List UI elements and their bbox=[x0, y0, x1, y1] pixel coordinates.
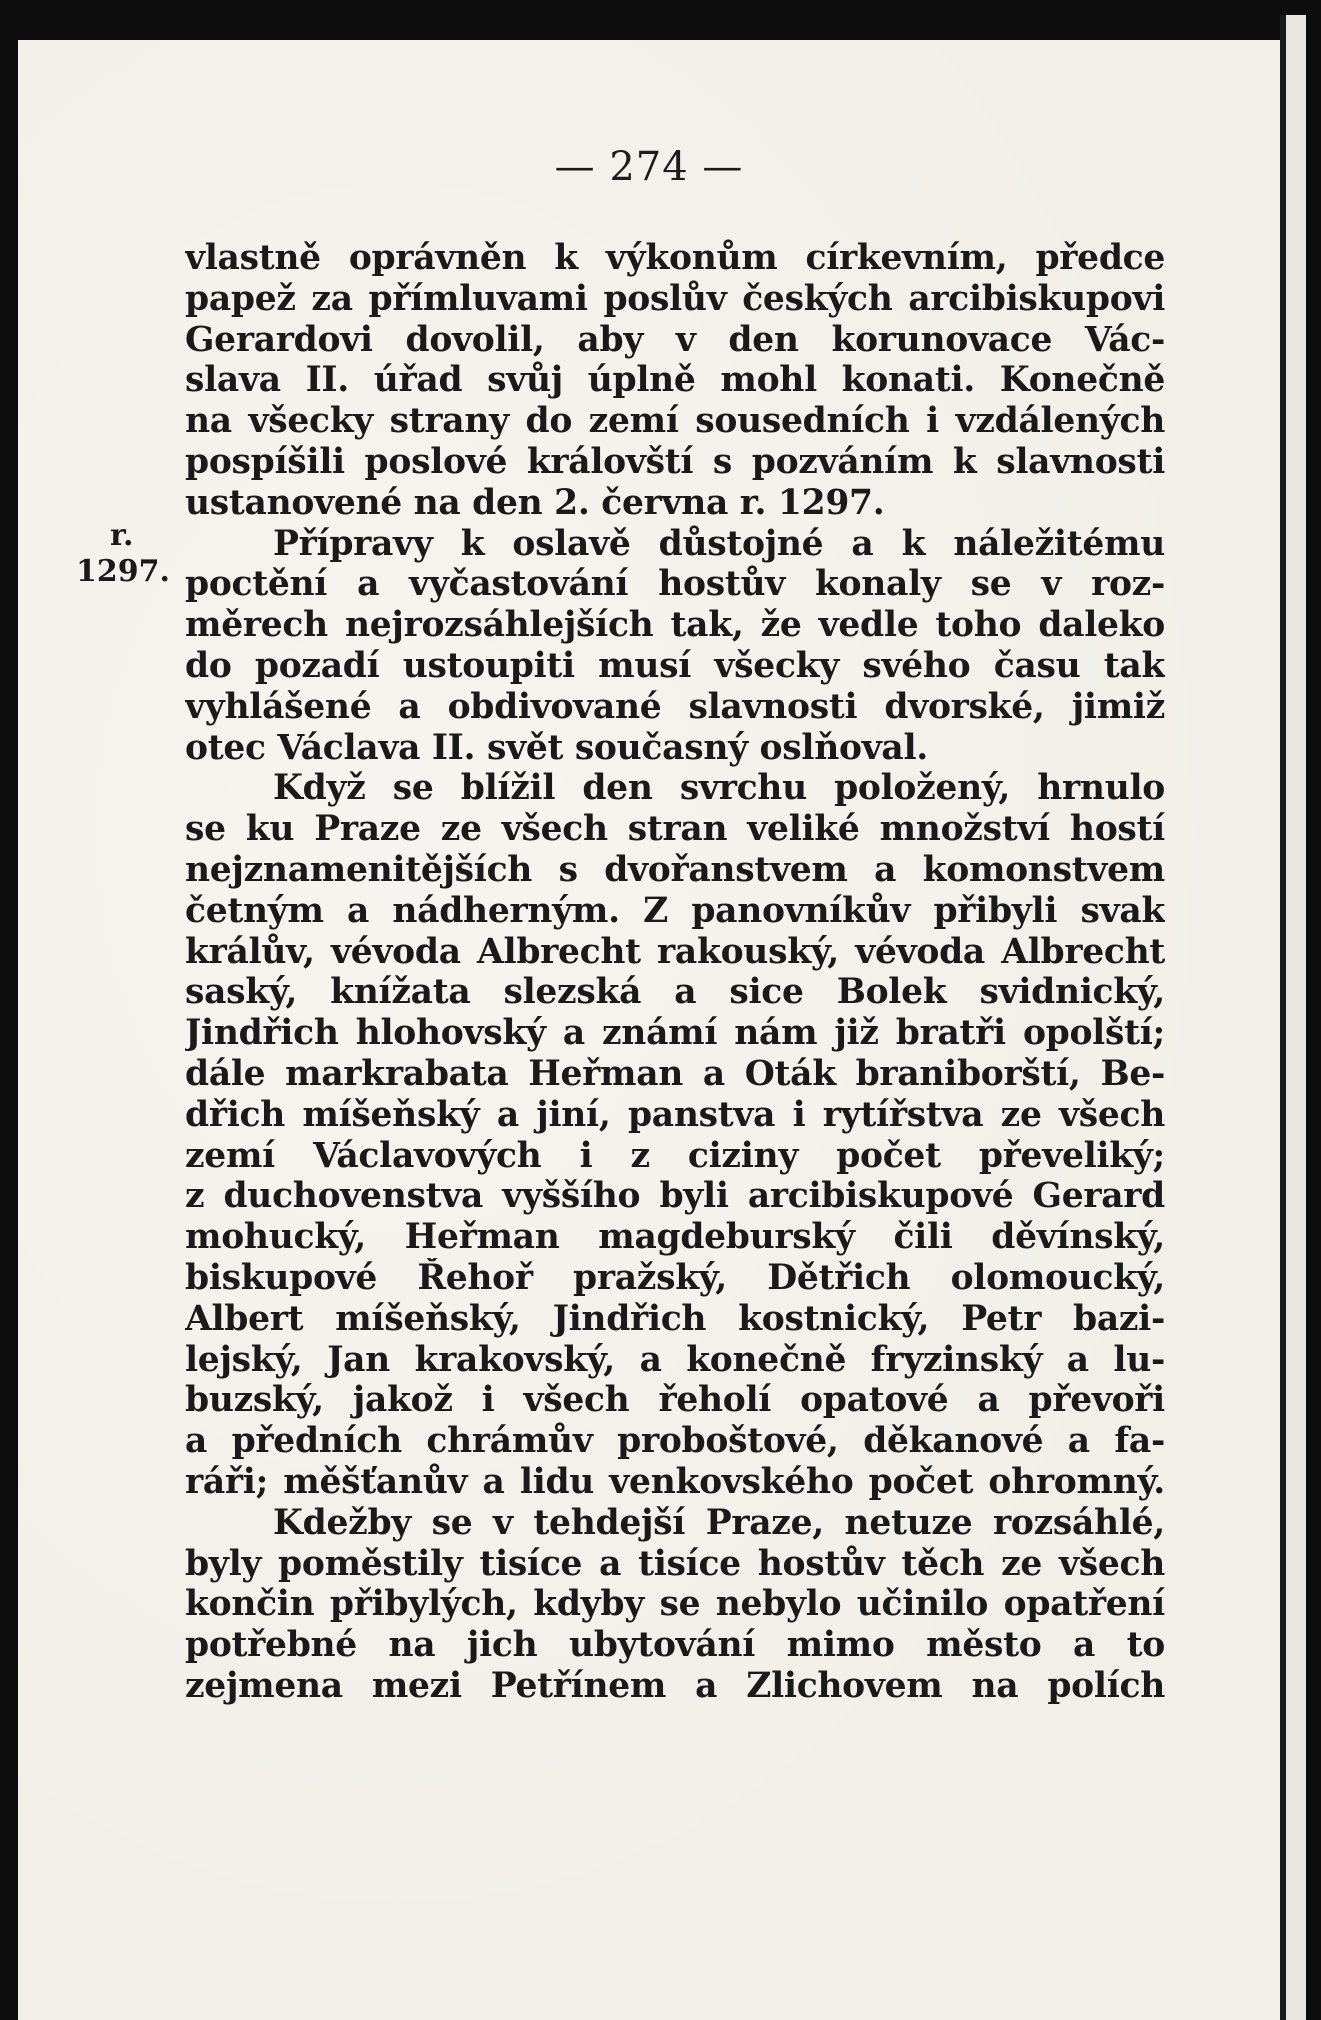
text-line: a předních chrámův proboštové, děkanové a fa- bbox=[185, 1421, 1165, 1462]
text-line: vlastně oprávněn k výkonům církevním, předce bbox=[185, 238, 1165, 278]
book-page bbox=[18, 40, 1280, 2020]
text-line: saský, knížata slezská a sice Bolek svidnický, bbox=[185, 972, 1165, 1013]
text-line: poctění a vyčastování hostův konaly se v roz- bbox=[185, 564, 1165, 605]
text-line: vyhlášené a obdivované slavnosti dvorské, jimiž bbox=[185, 686, 1165, 727]
text-line: Když se blížil den svrchu položený, hrnulo bbox=[273, 768, 1165, 809]
text-line: Gerardovi dovolil, aby v den korunovace Vác- bbox=[185, 319, 1165, 360]
text-line: četným a nádherným. Z panovníkův přibyli svak bbox=[185, 890, 1165, 931]
text-line: Kdežby se v tehdejší Praze, netuze rozsáhlé, bbox=[273, 1502, 1165, 1543]
text-line: do pozadí ustoupiti musí všecky svého času tak bbox=[185, 645, 1165, 686]
text-line: ráři; měšťanův a lidu venkovského počet ohromný. bbox=[185, 1461, 1165, 1502]
text-line: králův, vévoda Albrecht rakouský, vévoda Albrecht bbox=[185, 931, 1165, 972]
text-line: zemí Václavových i z ciziny počet převeliký; bbox=[185, 1135, 1165, 1176]
text-line: lejský, Jan krakovský, a konečně fryzinský a lu- bbox=[185, 1339, 1165, 1380]
text-line: zejmena mezi Petřínem a Zlichovem na polích bbox=[185, 1665, 1165, 1706]
text-line: buzský, jakož i všech řeholí opatové a převoři bbox=[185, 1380, 1165, 1421]
text-line: papež za přímluvami poslův českých arcibiskupovi bbox=[185, 278, 1165, 319]
text-line: Albert míšeňský, Jindřich kostnický, Petr bazi- bbox=[185, 1298, 1165, 1339]
text-line: slava II. úřad svůj úplně mohl konati. Konečně bbox=[185, 360, 1165, 401]
text-line: končin přibylých, kdyby se nebylo učinilo opatření bbox=[185, 1584, 1165, 1625]
text-line: Přípravy k oslavě důstojné a k náležitému bbox=[273, 523, 1165, 564]
text-line: otec Václava II. svět současný oslňoval. bbox=[185, 727, 929, 768]
text-line: Jindřich hlohovský a známí nám již bratři opolští; bbox=[185, 1013, 1165, 1054]
text-line: se ku Praze ze všech stran veliké množství hostí bbox=[185, 809, 1165, 850]
page-edge bbox=[1280, 15, 1306, 2020]
body-text bbox=[185, 238, 1165, 1707]
text-line: na všecky strany do zemí sousedních i vzdálených bbox=[185, 401, 1165, 442]
text-line: biskupové Řehoř pražský, Dětřich olomoucký, bbox=[185, 1257, 1165, 1298]
text-line: dále markrabata Heřman a Oták braniborští, Be- bbox=[185, 1053, 1165, 1094]
margin-note-r: r. bbox=[110, 518, 134, 553]
text-line: nejznamenitějších s dvořanstvem a komonstvem bbox=[185, 849, 1165, 890]
text-line: potřebné na jich ubytování mimo město a to bbox=[185, 1625, 1165, 1666]
text-line: měrech nejrozsáhlejších tak, že vedle toho daleko bbox=[185, 605, 1165, 646]
text-line: z duchovenstva vyššího byli arcibiskupové Gerard bbox=[185, 1176, 1165, 1217]
text-line: byly poměstily tisíce a tisíce hostův těch ze všech bbox=[185, 1543, 1165, 1584]
text-line: dřich míšeňský a jiní, panstva i rytířstva ze všech bbox=[185, 1094, 1165, 1135]
margin-note-year: 1297. bbox=[76, 554, 170, 589]
text-line: pospíšili poslové královští s pozváním k slavnosti bbox=[185, 441, 1165, 482]
text-line: mohucký, Heřman magdeburský čili děvínský, bbox=[185, 1217, 1165, 1258]
page-number: — 274 — bbox=[554, 144, 744, 190]
text-line: ustanovené na den 2. června r. 1297. bbox=[185, 482, 885, 523]
